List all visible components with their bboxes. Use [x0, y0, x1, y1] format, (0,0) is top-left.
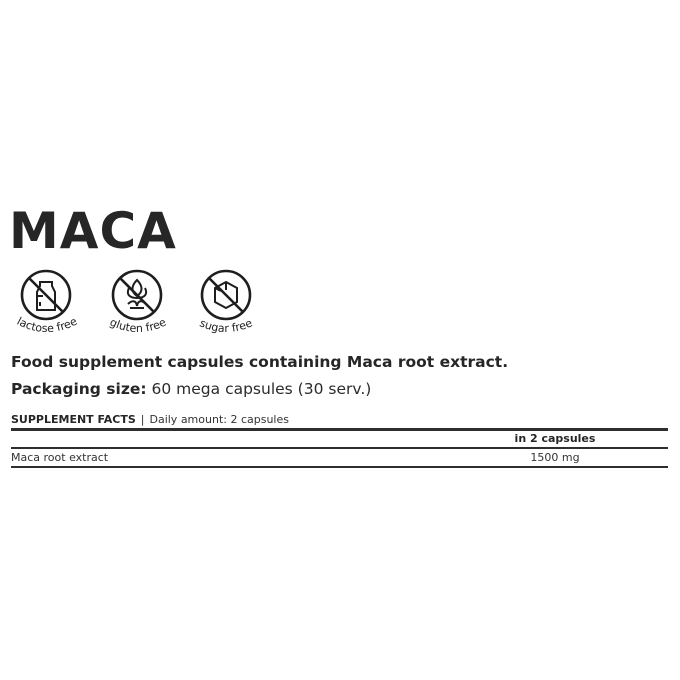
product-description: Food supplement capsules containing Maca root extract. — [11, 353, 509, 371]
lactose-free-label — [2, 312, 92, 342]
ingredient-amount: 1500 mg — [530, 451, 580, 464]
daily-amount: Daily amount: 2 capsules — [149, 413, 289, 426]
table-header-rule — [11, 447, 668, 449]
svg-text:gluten free: gluten free — [107, 315, 169, 336]
table-top-rule — [11, 428, 668, 431]
supplement-facts-title: SUPPLEMENT FACTS — [11, 413, 136, 426]
ingredient-name: Maca root extract — [11, 451, 109, 464]
packaging-size — [11, 380, 371, 398]
gluten-free-label — [93, 312, 183, 342]
product-title: MACA — [9, 202, 177, 260]
packaging-label: Packaging size: — [11, 380, 147, 398]
packaging-value: 60 mega capsules (30 serv.) — [151, 380, 372, 398]
column-header: in 2 capsules — [514, 432, 596, 445]
table-bottom-rule — [11, 466, 668, 468]
svg-text:lactose free: lactose free — [14, 314, 80, 336]
sugar-free-label — [181, 312, 271, 342]
separator: | — [140, 413, 145, 426]
svg-text:sugar free: sugar free — [197, 316, 255, 336]
supplement-facts-header — [11, 413, 289, 426]
